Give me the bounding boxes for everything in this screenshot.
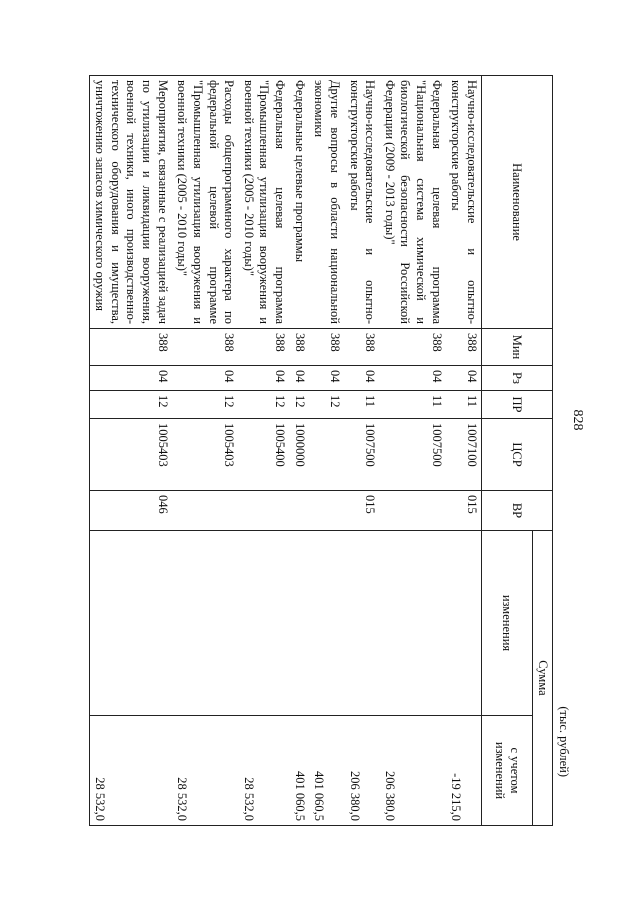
row-rz: 04: [379, 366, 446, 391]
table-row: [309, 76, 344, 826]
row-min: 388: [344, 329, 379, 366]
header-vr: ВР: [482, 491, 553, 531]
header-csr: ЦСР: [482, 419, 553, 491]
row-with-changes: 206 380,0: [344, 716, 379, 826]
unit-note: (тыс. рублей): [557, 706, 571, 777]
row-rz: 04: [309, 366, 344, 391]
header-min: Мин: [482, 329, 553, 366]
row-pr: 12: [172, 391, 239, 419]
row-name: Федеральная целевая программа "Национальная система химической и биологической безопасности Российской Федерации (2009 - 2013 годы)": [379, 76, 446, 329]
row-rz: 04: [89, 366, 172, 391]
row-changes: [344, 531, 379, 716]
header-name: Наименование: [482, 76, 553, 329]
row-pr: 12: [238, 391, 289, 419]
row-pr: 12: [89, 391, 172, 419]
row-changes: [446, 531, 482, 716]
page-number: 828: [570, 409, 585, 431]
row-vr: [379, 491, 446, 531]
row-rz: 04: [446, 366, 482, 391]
row-pr: 11: [344, 391, 379, 419]
row-changes: [172, 531, 239, 716]
row-changes: [309, 531, 344, 716]
row-min: 388: [289, 329, 309, 366]
row-with-changes: 206 380,0: [379, 716, 446, 826]
row-rz: 04: [172, 366, 239, 391]
row-min: 388: [309, 329, 344, 366]
header-rz: Рз: [482, 366, 553, 391]
row-rz: 04: [344, 366, 379, 391]
row-vr: [309, 491, 344, 531]
row-changes: [238, 531, 289, 716]
row-vr: 015: [446, 491, 482, 531]
row-pr: 11: [446, 391, 482, 419]
row-name: Научно-исследовательские и опытно-конструкторские работы: [446, 76, 482, 329]
row-vr: [289, 491, 309, 531]
row-rz: 04: [289, 366, 309, 391]
row-name: Научно-исследовательские и опытно-конструкторские работы: [344, 76, 379, 329]
row-vr: 046: [89, 491, 172, 531]
row-min: 388: [238, 329, 289, 366]
row-with-changes: 28 532,0: [172, 716, 239, 826]
row-min: 388: [172, 329, 239, 366]
header-sum: Сумма: [533, 531, 553, 826]
row-name: Мероприятия, связанные с реализацией задач по утилизации и ликвидации вооружения, военной техники, иного производственно-технического оборудования и имущества, уничтожению запасов химического оружия: [89, 76, 172, 329]
table-row: [238, 76, 289, 826]
row-csr: 1005400: [238, 419, 289, 491]
header-changes: изменения: [482, 531, 533, 716]
row-vr: [238, 491, 289, 531]
row-with-changes: 401 060,5: [289, 716, 309, 826]
row-changes: [89, 531, 172, 716]
table-row: [379, 76, 446, 826]
row-with-changes: 28 532,0: [89, 716, 172, 826]
table-row: [289, 76, 309, 826]
row-csr: [309, 419, 344, 491]
row-csr: 1007500: [379, 419, 446, 491]
row-name: Другие вопросы в области национальной экономики: [309, 76, 344, 329]
row-csr: 1005403: [89, 419, 172, 491]
row-with-changes: -19 215,0: [446, 716, 482, 826]
table-row: [89, 76, 172, 826]
row-csr: 1007500: [344, 419, 379, 491]
row-csr: 1000000: [289, 419, 309, 491]
header-pr: ПР: [482, 391, 553, 419]
row-name: Федеральные целевые программы: [289, 76, 309, 329]
table-row: [344, 76, 379, 826]
table-row: [172, 76, 239, 826]
row-rz: 04: [238, 366, 289, 391]
row-with-changes: 401 060,5: [309, 716, 344, 826]
row-vr: 015: [344, 491, 379, 531]
row-name: Расходы общепрограммного характера по федеральной целевой программе "Промышленная утилизация вооружения и военной техники (2005 - 2010 годы)": [172, 76, 239, 329]
row-min: 388: [446, 329, 482, 366]
row-min: 388: [379, 329, 446, 366]
row-with-changes: 28 532,0: [238, 716, 289, 826]
row-pr: 12: [289, 391, 309, 419]
header-with-changes: с учетом изменений: [482, 716, 533, 826]
row-csr: 1007100: [446, 419, 482, 491]
budget-table: [89, 75, 553, 826]
rotated-page-content: [65, 75, 575, 825]
table-row: [446, 76, 482, 826]
row-changes: [289, 531, 309, 716]
row-min: 388: [89, 329, 172, 366]
row-changes: [379, 531, 446, 716]
row-pr: 11: [379, 391, 446, 419]
row-csr: 1005403: [172, 419, 239, 491]
row-pr: 12: [309, 391, 344, 419]
row-vr: [172, 491, 239, 531]
row-name: Федеральная целевая программа "Промышленная утилизация вооружения и военной техники (2005 - 2010 годы)": [238, 76, 289, 329]
